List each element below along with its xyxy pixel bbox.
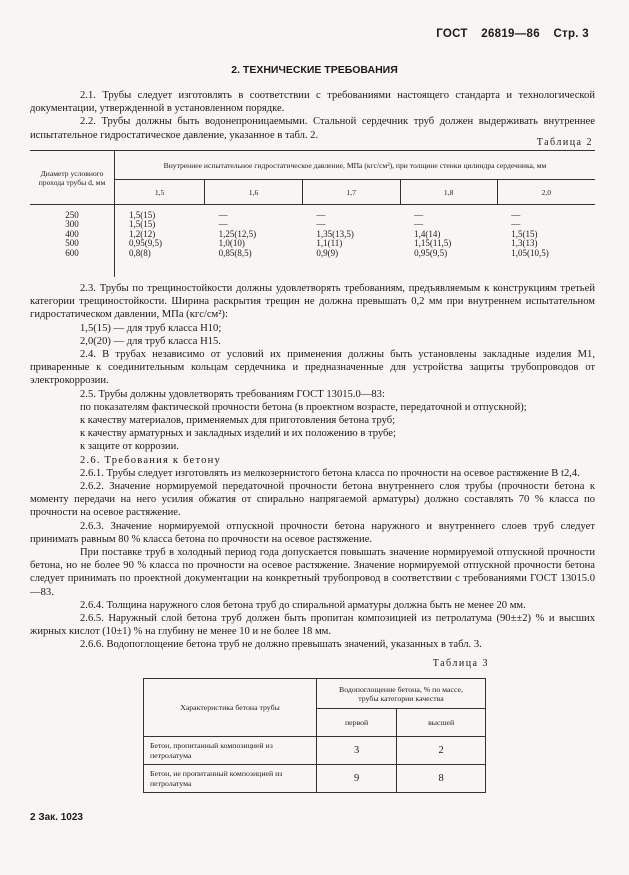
table-3 — [143, 678, 486, 793]
header-number: 26819—86 — [481, 28, 540, 40]
para-2-3-b: 2,0(20) — для труб класса Н15. — [80, 335, 222, 347]
table3-row-label: Бетон, не пропитанный композицией из петролатума — [144, 765, 317, 793]
para-2-6-3-b: При поставке труб в холодный период года допускается повышать значение нормируемой отпускной прочности бетона, но не более 90 % класса по прочности на осевое растяжение. Значение нормируемой отпускной прочности бетона следует принимать по проектной документации на конкретный трубопровод в соответствии с требованиями ГОСТ 13015.0—83. — [30, 547, 595, 598]
table3-sub-highest: высшей — [397, 709, 486, 737]
table-2 — [30, 150, 595, 277]
table2-thickness: 1,7 — [302, 180, 400, 205]
para-2-1: 2.1. Трубы следует изготовлять в соответствии с требованиями настоящего стандарта и технологической документации, утвержденной в установленном порядке. — [30, 90, 595, 115]
para-2-6-4: 2.6.4. Толщина наружного слоя бетона труб до спиральной арматуры должна быть не менее 20 мм. — [80, 599, 526, 611]
table3-cell: 8 — [397, 765, 486, 793]
table3-cell: 2 — [397, 737, 486, 765]
section-title: 2. ТЕХНИЧЕСКИЕ ТРЕБОВАНИЯ — [231, 64, 398, 76]
para-2-5: 2.5. Трубы должны удовлетворять требованиям ГОСТ 13015.0—83: — [80, 388, 385, 400]
table2-values-col: — — 1,4(14) 1,15(11,5) 0,95(9,5) — [414, 210, 452, 258]
para-2-2: 2.2. Трубы должны быть водонепроницаемыми. Стальной сердечник труб должен выдерживать внутреннее испытательное гидростатическое давление, указанное в табл. 2. — [30, 116, 595, 141]
page-header — [426, 28, 589, 40]
para-2-4: 2.4. В трубах независимо от условий их применения должны быть установлены закладные изделия М1, приваренные к соединительным кольцам сердечника и предназначенные для устройства защиты трубопроводов от электрокоррозии. — [30, 349, 595, 387]
table2-col-diameter-header: Диаметр условного прохода трубы d, мм — [30, 151, 115, 205]
table2-thickness: 1,5 — [115, 180, 205, 205]
table2-values-col: — — 1,35(13,5) 1,1(11) 0,9(9) — [316, 210, 354, 258]
table3-cell: 9 — [317, 765, 397, 793]
table2-thickness: 2,0 — [497, 180, 595, 205]
table2-values-col: 1,5(15) 1,5(15) 1,2(12) 0,95(9,5) 0,8(8) — [129, 210, 162, 258]
table2-thickness: 1,8 — [400, 180, 497, 205]
table3-cell: 3 — [317, 737, 397, 765]
table2-diameters: 250 300 400 500 600 — [30, 205, 115, 277]
table3-row-label: Бетон, пропитанный композицией из петролатума — [144, 737, 317, 765]
table2-values-col: — — 1,25(12,5) 1,0(10) 0,85(8,5) — [218, 210, 257, 258]
para-2-5-b: к качеству материалов, применяемых для приготовления бетона труб; — [80, 415, 396, 427]
para-2-5-c: к качеству арматурных и закладных изделий и их положению в трубе; — [80, 428, 396, 440]
table3-sub-first: первой — [317, 709, 397, 737]
para-2-6-3: 2.6.3. Значение нормируемой отпускной прочности бетона наружного и внутреннего слоев труб следует принимать равным 80 % класса бетона по прочности на осевое растяжение. — [30, 520, 595, 545]
para-2-5-d: к защите от коррозии. — [80, 441, 179, 453]
para-2-6-6: 2.6.6. Водопоглощение бетона труб не должно превышать значений, указанных в табл. 3. — [80, 639, 482, 651]
para-2-3-a: 1,5(15) — для труб класса Н10; — [80, 322, 222, 334]
block-2-1 — [30, 89, 595, 142]
para-2-6-5: 2.6.5. Наружный слой бетона труб должен быть пропитан композицией из петролатума (90±±2) % и высших жирных кислот (10±1) % на глубину не менее 10 и не более 18 мм. — [30, 613, 595, 638]
table2-values-col: — — 1,5(15) 1,3(13) 1,05(10,5) — [511, 210, 549, 258]
table3-group-header: Водопоглощение бетона, % по массе, трубы категории качества — [317, 679, 486, 709]
header-gost: ГОСТ — [436, 28, 468, 40]
para-2-6-2: 2.6.2. Значение нормируемой передаточной прочности бетона внутреннего слоя трубы (прочности бетона к моменту передачи на него усилия обжатия от спирально напрягаемой арматуры) должно составлять 70 % класса по прочности на осевое растяжение. — [30, 481, 595, 519]
para-2-6: 2.6. Требования к бетону — [80, 454, 222, 466]
table2-caption: Таблица 2 — [536, 137, 593, 148]
table2-group-header: Внутреннее испытательное гидростатическое давление, МПа (кгс/см²), при толщине стенки цилиндра сердечника, мм — [115, 151, 596, 180]
para-2-3: 2.3. Трубы по трещиностойкости должны удовлетворять требованиям, предъявляемым к конструкциям третьей категории трещиностойкости. Ширина раскрытия трещин не должна превышать 0,2 мм при внутреннем испытательном гидростатическом давлении, МПа (кгс/см²): — [30, 283, 595, 321]
table3-col-header: Характеристика бетона трубы — [144, 679, 317, 737]
page-footer: 2 Зак. 1023 — [30, 812, 83, 823]
para-2-5-a: по показателям фактической прочности бетона (в проектном возрасте, передаточной и отпускной); — [80, 401, 527, 413]
header-page: Стр. 3 — [553, 28, 589, 40]
table3-caption: Таблица 3 — [432, 658, 489, 669]
para-2-6-1: 2.6.1. Трубы следует изготовлять из мелкозернистого бетона класса по прочности на осевое растяжение B t2,4. — [80, 467, 580, 479]
block-2-3-to-2-6-6 — [30, 282, 595, 652]
table2-thickness: 1,6 — [205, 180, 303, 205]
